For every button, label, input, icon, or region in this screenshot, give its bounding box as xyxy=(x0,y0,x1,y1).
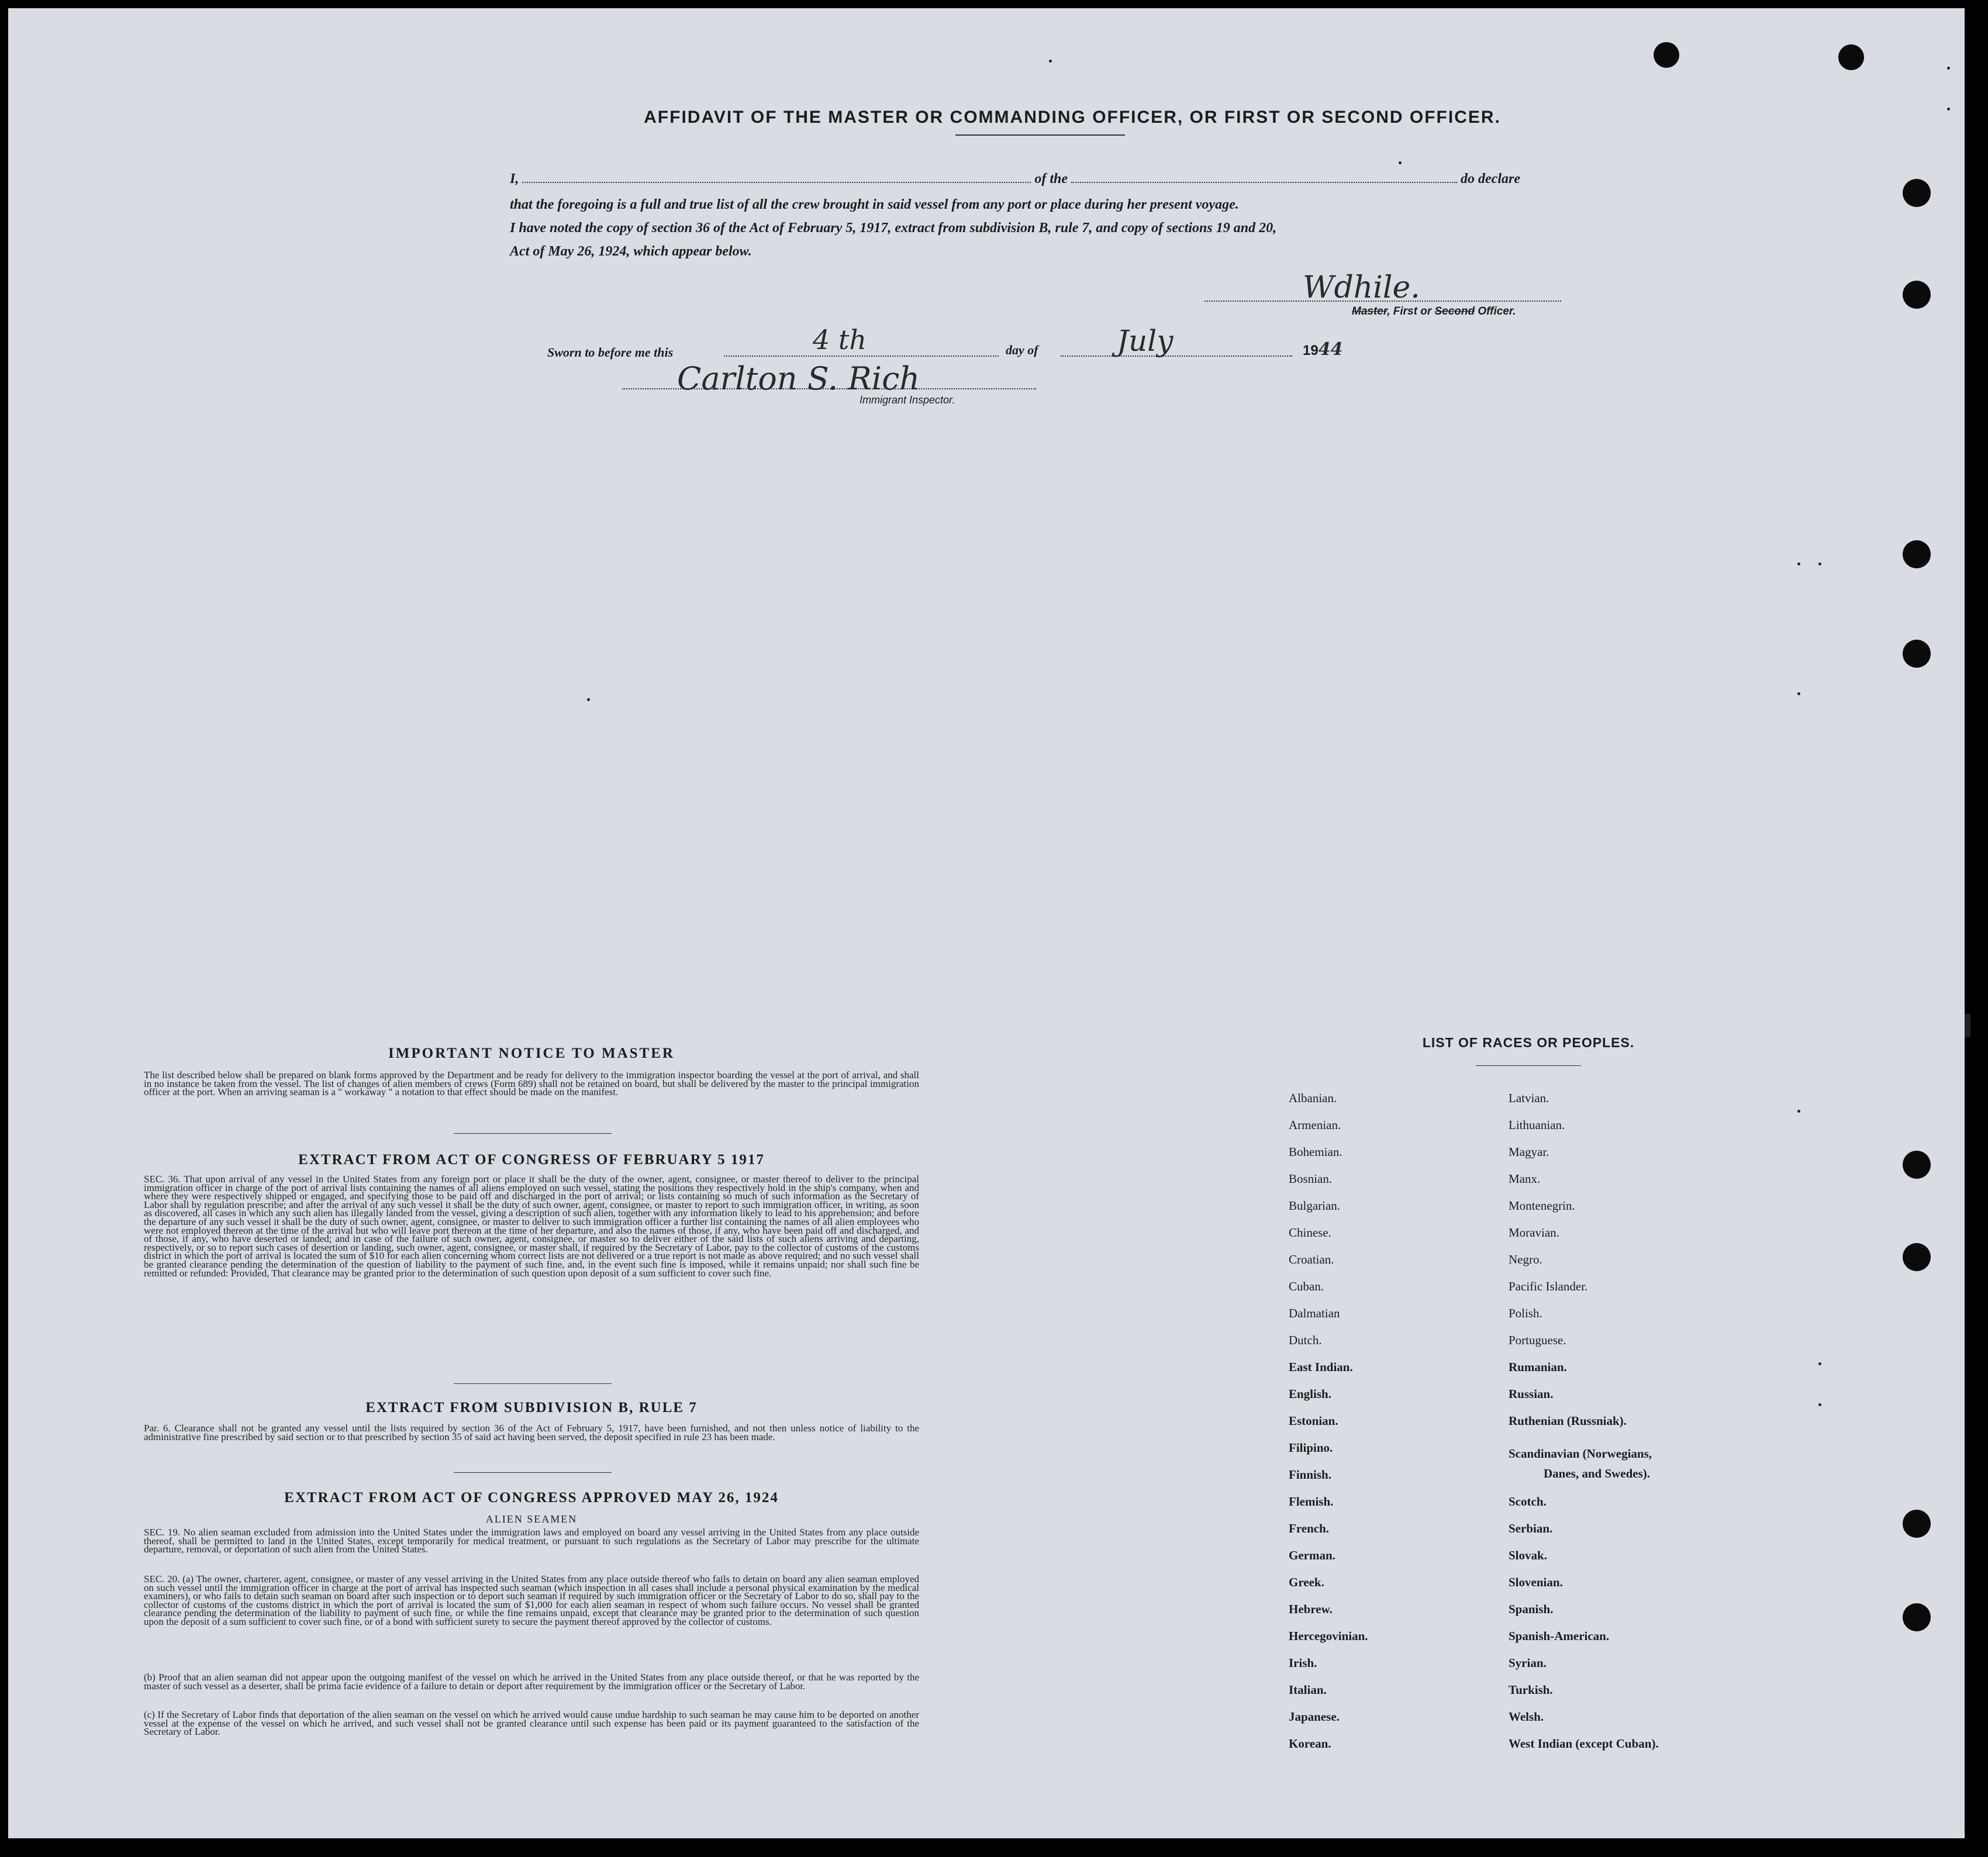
race-item: Scandinavian (Norwegians, xyxy=(1509,1447,1652,1461)
race-item: German. xyxy=(1289,1548,1335,1562)
race-item: Dutch. xyxy=(1289,1333,1322,1347)
race-item: Pacific Islander. xyxy=(1509,1279,1588,1293)
races-heading: LIST OF RACES OR PEOPLES. xyxy=(1422,1035,1635,1050)
binder-hole xyxy=(1903,640,1931,668)
race-item: Flemish. xyxy=(1289,1494,1334,1509)
manifest-page xyxy=(8,8,1965,1838)
race-item: Portuguese. xyxy=(1509,1333,1566,1347)
race-item: Slovak. xyxy=(1509,1548,1547,1562)
officer-signature: Wdhile. xyxy=(1303,270,1420,305)
divider xyxy=(454,1133,612,1134)
binder-hole xyxy=(1838,44,1864,70)
sworn-day-line xyxy=(724,355,999,357)
notice-heading: IMPORTANT NOTICE TO MASTER xyxy=(388,1045,675,1061)
officer-title-master: Master xyxy=(1352,305,1388,317)
affidavit-line-4: Act of May 26, 1924, which appear below. xyxy=(510,244,752,259)
dust-speck xyxy=(1797,562,1800,565)
affidavit-declaration xyxy=(510,167,1567,191)
race-item: Montenegrin. xyxy=(1509,1199,1575,1213)
race-item: Bohemian. xyxy=(1289,1145,1342,1159)
dust-speck xyxy=(1049,60,1052,63)
officer-signature-line xyxy=(1204,301,1561,302)
race-item: Albanian. xyxy=(1289,1091,1337,1105)
extract-1917-text: SEC. 36. That upon arrival of any vessel in the United States from any foreign port or place it shall be the duty of the owner, agent, consignee, or master thereof to deliver to the principal immigration officer in charge of the port of arrival lists containing the names of all aliens employed on such vessel, stating the positions they respectively hold in the ship's company, when and where they were respectively shipped or engaged, and specifying those to be paid off and discharged in the port of arrival; or lists containing so much of such information as the Secretary of Labor shall by regulation prescribe; and after the arrival of any such vessel it shall be the duty of such owner, agent, consignee, or master to report to such immigration officer, in writing, as soon as discovered, all cases in which any such alien has illegally landed from the vessel, giving a description of such alien, together with any information likely to lead to his apprehension; and before the departure of any such vessel it shall be the duty of such owner, agent, consignee, or master to deliver to such immigration officer a further list containing the names of all alien employees who were not employed thereon at the time of the arrival but who will leave port thereon at the time of her departure, and also the names of those, if any, who have been paid off and discharged, and of those, if any, who have deserted or landed; and in case of the failure of such owner, agent, consignee, or master so to deliver either of the said lists of such aliens arriving and departing, respectively, or so to report such cases of desertion or landing, such owner, agent, consignee, or master shall, if required by the Secretary of Labor, pay to the collector of customs of the customs district in which the port of arrival is located the sum of $10 for each alien concerning whom correct lists are not delivered or a true report is not made as above required; and no such vessel shall be granted clearance pending the determination of the question of liability to the payment of such fine, and, in the event such fine is imposed, while it remains unpaid; nor shall such fine be remitted or refunded: Provided, That clearance may be granted prior to the determination of such question upon deposit of a sum sufficient to cover such fine. xyxy=(144,1173,919,1279)
sworn-year xyxy=(1303,339,1342,360)
day-of-label: day of xyxy=(1006,343,1038,357)
dust-speck xyxy=(1797,692,1800,695)
race-item: Magyar. xyxy=(1509,1145,1549,1159)
race-item: Hebrew. xyxy=(1289,1602,1333,1616)
race-item: Russian. xyxy=(1509,1387,1554,1401)
extract-1924-sec19: SEC. 19. No alien seaman excluded from admission into the United States under the immigration laws and employed on board any vessel arriving in the United States from any place outside thereof, shall be permitted to land in the United States, except temporarily for medical treatment, or pursuant to such regulations as the Secretary of Labor may prescribe for the ultimate departure, removal, or deportation of such alien from the United States. xyxy=(144,1527,919,1555)
race-item: Turkish. xyxy=(1509,1683,1553,1697)
race-item: Moravian. xyxy=(1509,1226,1559,1240)
declaration-do-declare: do declare xyxy=(1461,171,1520,187)
extract-rule7-heading: EXTRACT FROM SUBDIVISION B, RULE 7 xyxy=(365,1400,698,1416)
inspector-title: Immigrant Inspector. xyxy=(860,394,955,406)
officer-title-end: Officer. xyxy=(1475,305,1516,317)
divider xyxy=(454,1472,612,1473)
race-item: West Indian (except Cuban). xyxy=(1509,1737,1659,1751)
affidavit-line-3: I have noted the copy of section 36 of the Act of February 5, 1917, extract from subdivision B, rule 7, and copy of sections 19 and 20, xyxy=(510,220,1277,236)
race-item: Polish. xyxy=(1509,1306,1542,1320)
race-item: Ruthenian (Russniak). xyxy=(1509,1414,1627,1428)
dust-speck xyxy=(1965,1014,1970,1037)
dust-speck xyxy=(1797,1110,1800,1113)
race-item: Estonian. xyxy=(1289,1414,1338,1428)
extract-rule7-text: Par. 6. Clearance shall not be granted any vessel until the lists required by section 36 of the Act of February 5, 1917, have been furnished, and not then unless notice of liability to the administrative fine prescribed by said section or to that prescribed by section 35 of said act having been served, the deposit specified in rule 23 has been made. xyxy=(144,1423,919,1442)
dust-speck xyxy=(587,698,590,701)
inspector-signature-line xyxy=(622,388,1036,389)
sworn-label: Sworn to before me this xyxy=(547,345,674,360)
race-item: French. xyxy=(1289,1521,1330,1535)
race-item: Cuban. xyxy=(1289,1279,1324,1293)
races-underline xyxy=(1476,1065,1581,1066)
race-item: Chinese. xyxy=(1289,1226,1331,1240)
binder-hole xyxy=(1903,281,1931,309)
race-item: Filipino. xyxy=(1289,1441,1333,1455)
race-item: Lithuanian. xyxy=(1509,1118,1565,1132)
race-item: Welsh. xyxy=(1509,1710,1544,1724)
race-item: Manx. xyxy=(1509,1172,1541,1186)
sworn-month-line xyxy=(1061,355,1292,357)
declaration-i: I, xyxy=(510,171,523,187)
race-item: Bulgarian. xyxy=(1289,1199,1341,1213)
dust-speck xyxy=(1947,108,1950,111)
race-item: Syrian. xyxy=(1509,1656,1547,1670)
extract-1924-sec20a: SEC. 20. (a) The owner, charterer, agent, consignee, or master of any vessel arriving in the United States from any place outside thereof who fails to detain on board any alien seaman employed on such vessel until the immigration officer in charge at the port of arrival has inspected such seaman (which inspection in all cases shall include a personal physical examination by the medical examiners), or who fails to detain such seaman on board after such inspection or to deport such seaman if required by such immigration officer or the Secretary of Labor to do so, shall pay to the collector of customs of the customs district in which the port of arrival is located the sum of $1,000 for each alien seaman in respect of whom such failure occurs. No vessel shall be granted clearance pending the determination of the liability to payment of such fine, or while the fine remains unpaid, except that clearance may be granted prior to the determination of such question upon the deposit of a sum sufficient to cover such fine, or of a bond with sufficient surety to secure the payment thereof approved by the collector of customs. xyxy=(144,1573,919,1627)
race-item: Croatian. xyxy=(1289,1252,1334,1266)
inspector-signature: Carlton S. Rich xyxy=(677,360,920,397)
notice-paragraph: The list described below shall be prepared on blank forms approved by the Department and be ready for delivery to the immigration inspector boarding the vessel at the port of arrival, and shall in no instance be taken from the vessel. The list of changes of alien members of crews (Form 689) shall not be retained on board, but shall be delivered by the master to the principal immigration officer at the port. When an arriving seaman is a " workaway " a notation to that effect should be made on the manifest. xyxy=(144,1069,919,1098)
affidavit-title: AFFIDAVIT OF THE MASTER OR COMMANDING OFFICER, OR FIRST OR SECOND OFFICER. xyxy=(644,108,1501,127)
binder-hole xyxy=(1903,540,1931,568)
binder-hole xyxy=(1903,1510,1931,1538)
race-item: Japanese. xyxy=(1289,1710,1340,1724)
binder-hole xyxy=(1903,179,1931,207)
race-item: Hercegovinian. xyxy=(1289,1629,1368,1643)
race-item: Italian. xyxy=(1289,1683,1327,1697)
race-item: East Indian. xyxy=(1289,1360,1353,1374)
race-item: Dalmatian xyxy=(1289,1306,1340,1320)
race-item: Scotch. xyxy=(1509,1494,1547,1509)
dust-speck xyxy=(1947,67,1950,70)
race-item: Slovenian. xyxy=(1509,1575,1563,1589)
declaration-of-the: of the xyxy=(1034,171,1072,187)
dust-speck xyxy=(1818,562,1821,565)
sworn-year-prefix: 19 xyxy=(1303,343,1319,358)
dust-speck xyxy=(1818,1403,1821,1406)
officer-title xyxy=(1352,305,1516,318)
race-item: Negro. xyxy=(1509,1252,1542,1266)
race-item: Serbian. xyxy=(1509,1521,1553,1535)
sworn-day: 4 th xyxy=(813,324,867,355)
race-item: Armenian. xyxy=(1289,1118,1341,1132)
race-item: Bosnian. xyxy=(1289,1172,1333,1186)
sworn-year-suffix: 44 xyxy=(1318,339,1343,360)
extract-1924-heading: EXTRACT FROM ACT OF CONGRESS APPROVED MAY 26, 1924 xyxy=(284,1490,779,1506)
race-item: English. xyxy=(1289,1387,1331,1401)
race-item: Danes, and Swedes). xyxy=(1544,1466,1651,1480)
officer-title-middle: , First or xyxy=(1387,305,1435,317)
extract-1924-sec20b: (b) Proof that an alien seaman did not appear upon the outgoing manifest of the vessel on which he arrived in the United States from any place outside thereof, or that he was reported by the master of such vessel as a deserter, shall be prima facie evidence of a failure to detain or deport after requirement by the immigration officer or the Secretary of Labor. xyxy=(144,1672,919,1692)
binder-hole xyxy=(1903,1603,1931,1631)
extract-1924-sec20c: (c) If the Secretary of Labor finds that deportation of the alien seaman on the vessel on which he arrived would cause undue hardship to such seaman he may cause him to be deported on another vessel at the expense of the vessel on which he arrived, and such vessel shall not be granted clearance until such expense has been paid or its payment guaranteed to the satisfaction of the Secretary of Labor. xyxy=(144,1709,919,1738)
race-item: Greek. xyxy=(1289,1575,1324,1589)
race-item: Irish. xyxy=(1289,1656,1317,1670)
extract-1917-heading: EXTRACT FROM ACT OF CONGRESS OF FEBRUARY 5 1917 xyxy=(298,1152,765,1168)
race-item: Spanish. xyxy=(1509,1602,1554,1616)
binder-hole xyxy=(1903,1151,1931,1179)
dust-speck xyxy=(1818,1362,1821,1365)
dust-speck xyxy=(1399,161,1402,164)
extract-1924-subheading: ALIEN SEAMEN xyxy=(485,1513,578,1525)
divider xyxy=(454,1383,612,1384)
race-item: Latvian. xyxy=(1509,1091,1549,1105)
affidavit-line-2: that the foregoing is a full and true list of all the crew brought in said vessel from any port or place during her present voyage. xyxy=(510,197,1239,212)
sworn-month: July xyxy=(1117,324,1174,358)
race-item: Spanish-American. xyxy=(1509,1629,1610,1643)
binder-hole xyxy=(1903,1243,1931,1271)
officer-title-second: Second xyxy=(1434,305,1475,317)
race-item: Korean. xyxy=(1289,1737,1331,1751)
race-item: Finnish. xyxy=(1289,1468,1331,1482)
title-underline xyxy=(955,134,1125,136)
binder-hole xyxy=(1654,42,1679,68)
race-item: Rumanian. xyxy=(1509,1360,1567,1374)
